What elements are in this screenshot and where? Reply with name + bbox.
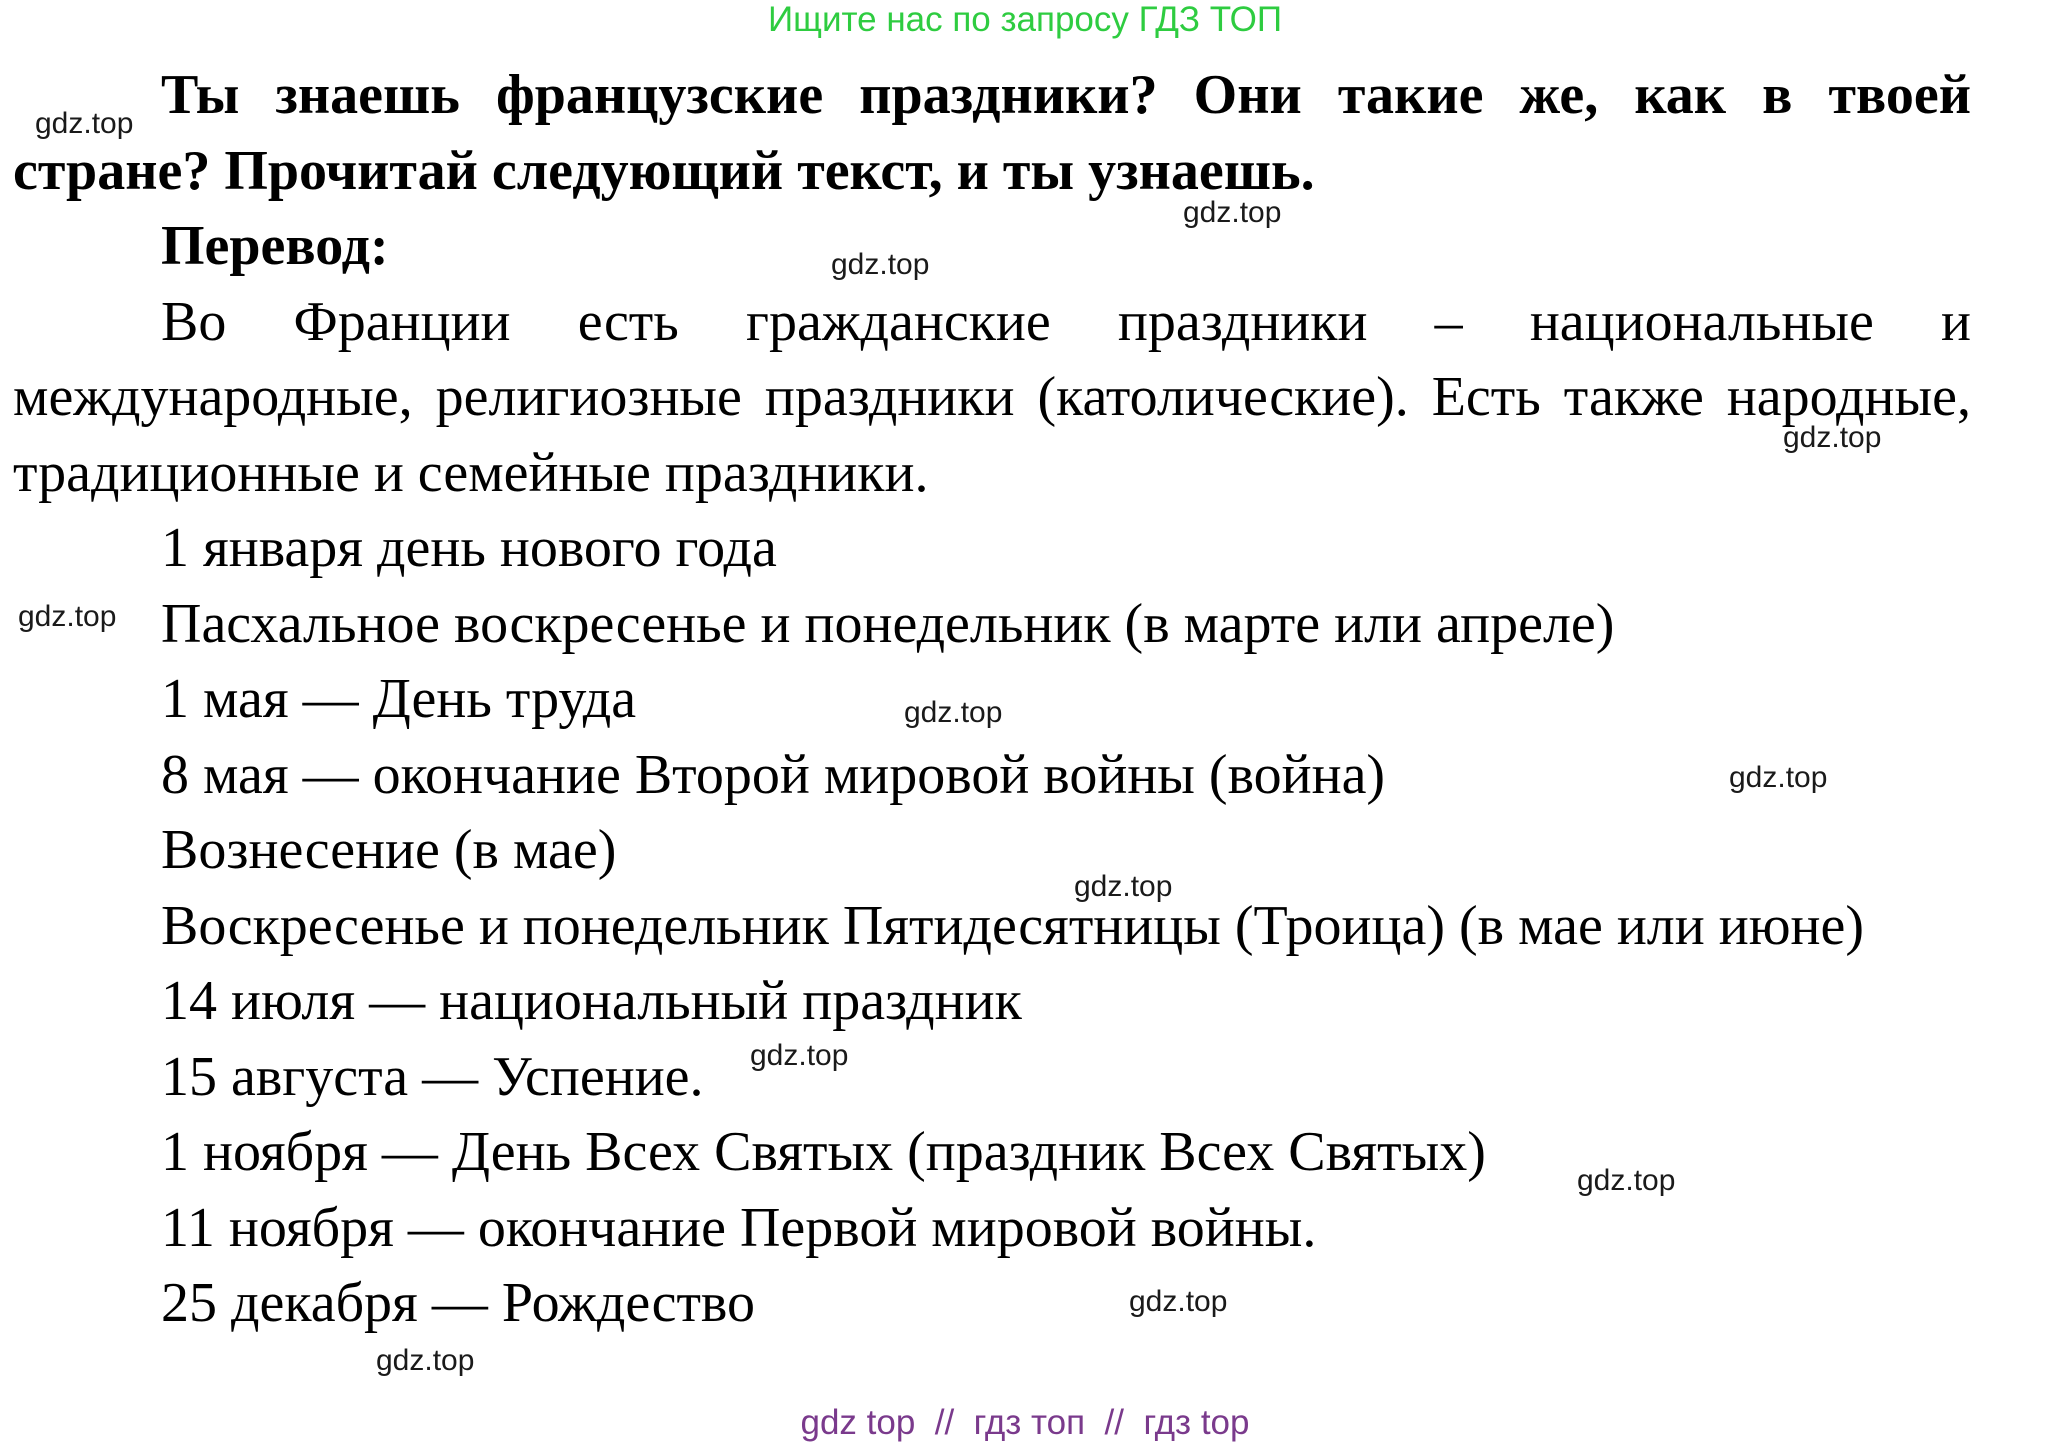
holiday-item: 15 августа — Успение. — [161, 1045, 704, 1108]
task-question: Ты знаешь французские праздники? Они такие же, как в твоей стране? Прочитай следующий текст, и ты узнаешь. — [13, 64, 1971, 202]
translation-body: Во Франции есть гражданские праздники – национальные и международные, религиозные праздники (католические). Есть также народные, традиционные и семейные праздники. — [13, 290, 1971, 504]
holiday-item: 14 июля — национальный праздник — [161, 970, 1022, 1032]
watermark: gdz.top — [1183, 196, 1282, 229]
watermark: gdz.top — [1074, 870, 1173, 903]
translation-heading: Перевод: — [161, 215, 389, 277]
watermark: gdz.top — [750, 1039, 849, 1072]
watermark: gdz.top — [1577, 1164, 1676, 1197]
holiday-item: Вознесение (в мае) — [161, 819, 617, 881]
holiday-item: Воскресенье и понедельник Пятидесятницы (Троица) (в мае или июне) — [161, 894, 1864, 957]
watermark: gdz.top — [1729, 761, 1828, 794]
holiday-item: 1 мая — День труда — [161, 668, 637, 730]
watermark: gdz.top — [904, 696, 1003, 729]
watermark: gdz.top — [376, 1344, 475, 1377]
holiday-item: 25 декабря — Рождество — [161, 1272, 755, 1334]
watermark: gdz.top — [18, 600, 117, 633]
watermark: gdz.top — [1783, 421, 1882, 454]
holiday-item: Пасхальное воскресенье и понедельник (в марте или апреле) — [161, 592, 1615, 655]
top-banner: Ищите нас по запросу ГДЗ ТОП — [768, 0, 1282, 39]
holiday-item: 11 ноября — окончание Первой мировой войны. — [161, 1196, 1317, 1259]
watermark: gdz.top — [1129, 1285, 1228, 1318]
holiday-list — [13, 511, 1971, 1342]
watermark: gdz.top — [35, 107, 134, 140]
holiday-item: 1 января день нового года — [161, 517, 777, 579]
watermark: gdz.top — [831, 248, 930, 281]
footer-links: gdz top // гдз топ // гдз top — [800, 1403, 1250, 1442]
holiday-item: 8 мая — окончание Второй мировой войны (война) — [161, 743, 1386, 806]
holiday-item: 1 ноября — День Всех Святых (праздник Всех Святых) — [161, 1121, 1486, 1183]
